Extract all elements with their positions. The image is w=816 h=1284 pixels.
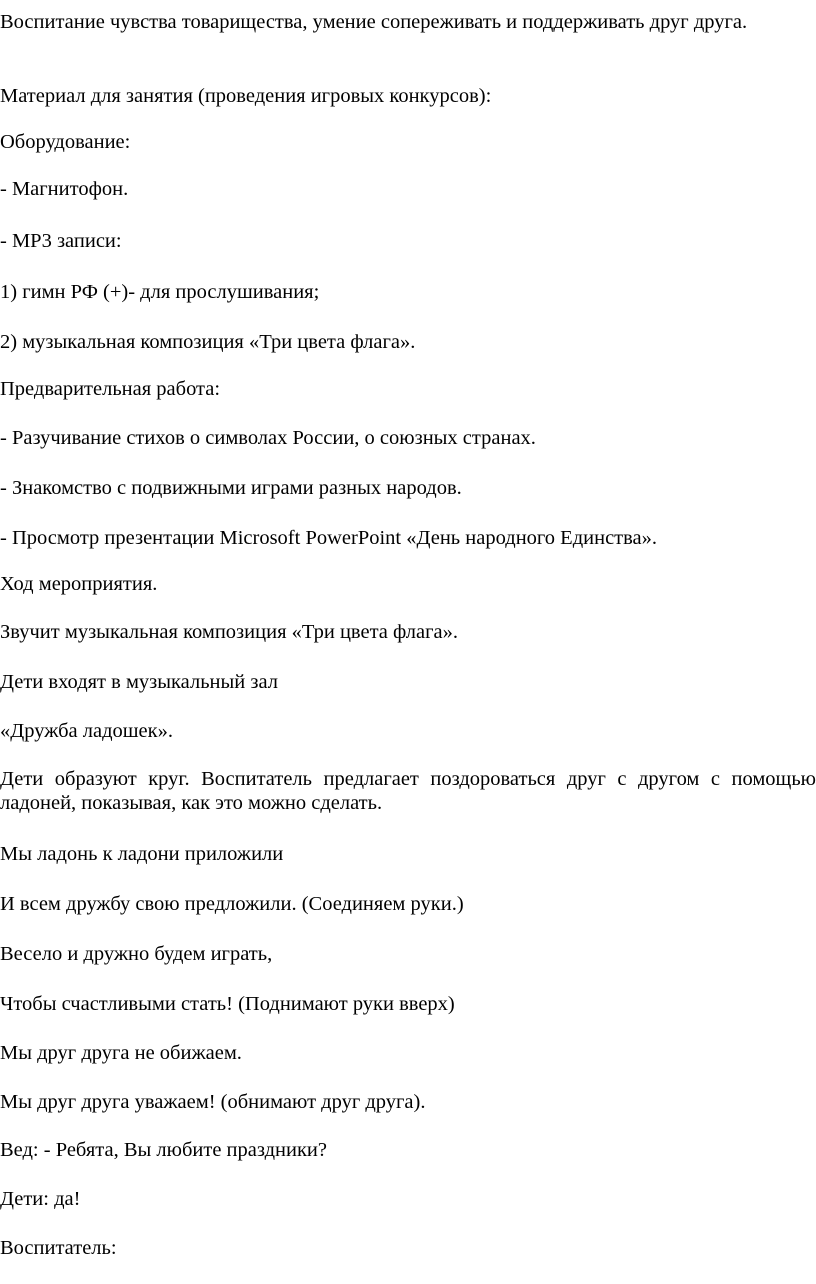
paragraph-recording-item: 1) гимн РФ (+)- для прослушивания;	[0, 281, 320, 303]
paragraph-game-title: «Дружба ладошек».	[0, 720, 173, 742]
paragraph-dialogue: Вед: - Ребята, Вы любите праздники?	[0, 1139, 327, 1161]
paragraph-goal: Воспитание чувства товарищества, умение сопереживать и поддерживать друг друга.	[0, 11, 748, 33]
paragraph-recording-item: 2) музыкальная композиция «Три цвета флага».	[0, 331, 416, 353]
paragraph-equipment-heading: Оборудование:	[0, 131, 131, 153]
paragraph-materials-heading: Материал для занятия (проведения игровых конкурсов):	[0, 85, 492, 107]
paragraph-verse-line: Мы друг друга уважаем! (обнимают друг друга).	[0, 1091, 426, 1113]
paragraph-verse-line: Мы друг друга не обижаем.	[0, 1042, 242, 1064]
paragraph-verse-line: И всем дружбу свою предложили. (Соединяем руки.)	[0, 893, 464, 915]
paragraph-game-description: Дети образуют круг. Воспитатель предлагает поздороваться друг с другом с помощью ладоней, показывая, как это можно сделать.	[0, 768, 816, 814]
paragraph-equipment-item: - МР3 записи:	[0, 230, 122, 252]
paragraph-dialogue: Дети: да!	[0, 1188, 81, 1210]
paragraph-verse-line: Мы ладонь к ладони приложили	[0, 843, 284, 865]
paragraph-preparation-item: - Разучивание стихов о символах России, о союзных странах.	[0, 427, 536, 449]
paragraph-preparation-item: - Знакомство с подвижными играми разных народов.	[0, 477, 462, 499]
paragraph-preparation-item: - Просмотр презентации Microsoft PowerPoint «День народного Единства».	[0, 527, 658, 549]
paragraph-text: Дети входят в музыкальный зал	[0, 671, 278, 693]
paragraph-text: Звучит музыкальная композиция «Три цвета флага».	[0, 621, 459, 643]
paragraph-preparation-heading: Предварительная работа:	[0, 378, 221, 400]
paragraph-verse-line: Весело и дружно будем играть,	[0, 943, 273, 965]
paragraph-dialogue: Воспитатель:	[0, 1237, 117, 1259]
paragraph-event-heading: Ход мероприятия.	[0, 573, 158, 595]
paragraph-verse-line: Чтобы счастливыми стать! (Поднимают руки вверх)	[0, 993, 455, 1015]
paragraph-equipment-item: - Магнитофон.	[0, 178, 129, 200]
